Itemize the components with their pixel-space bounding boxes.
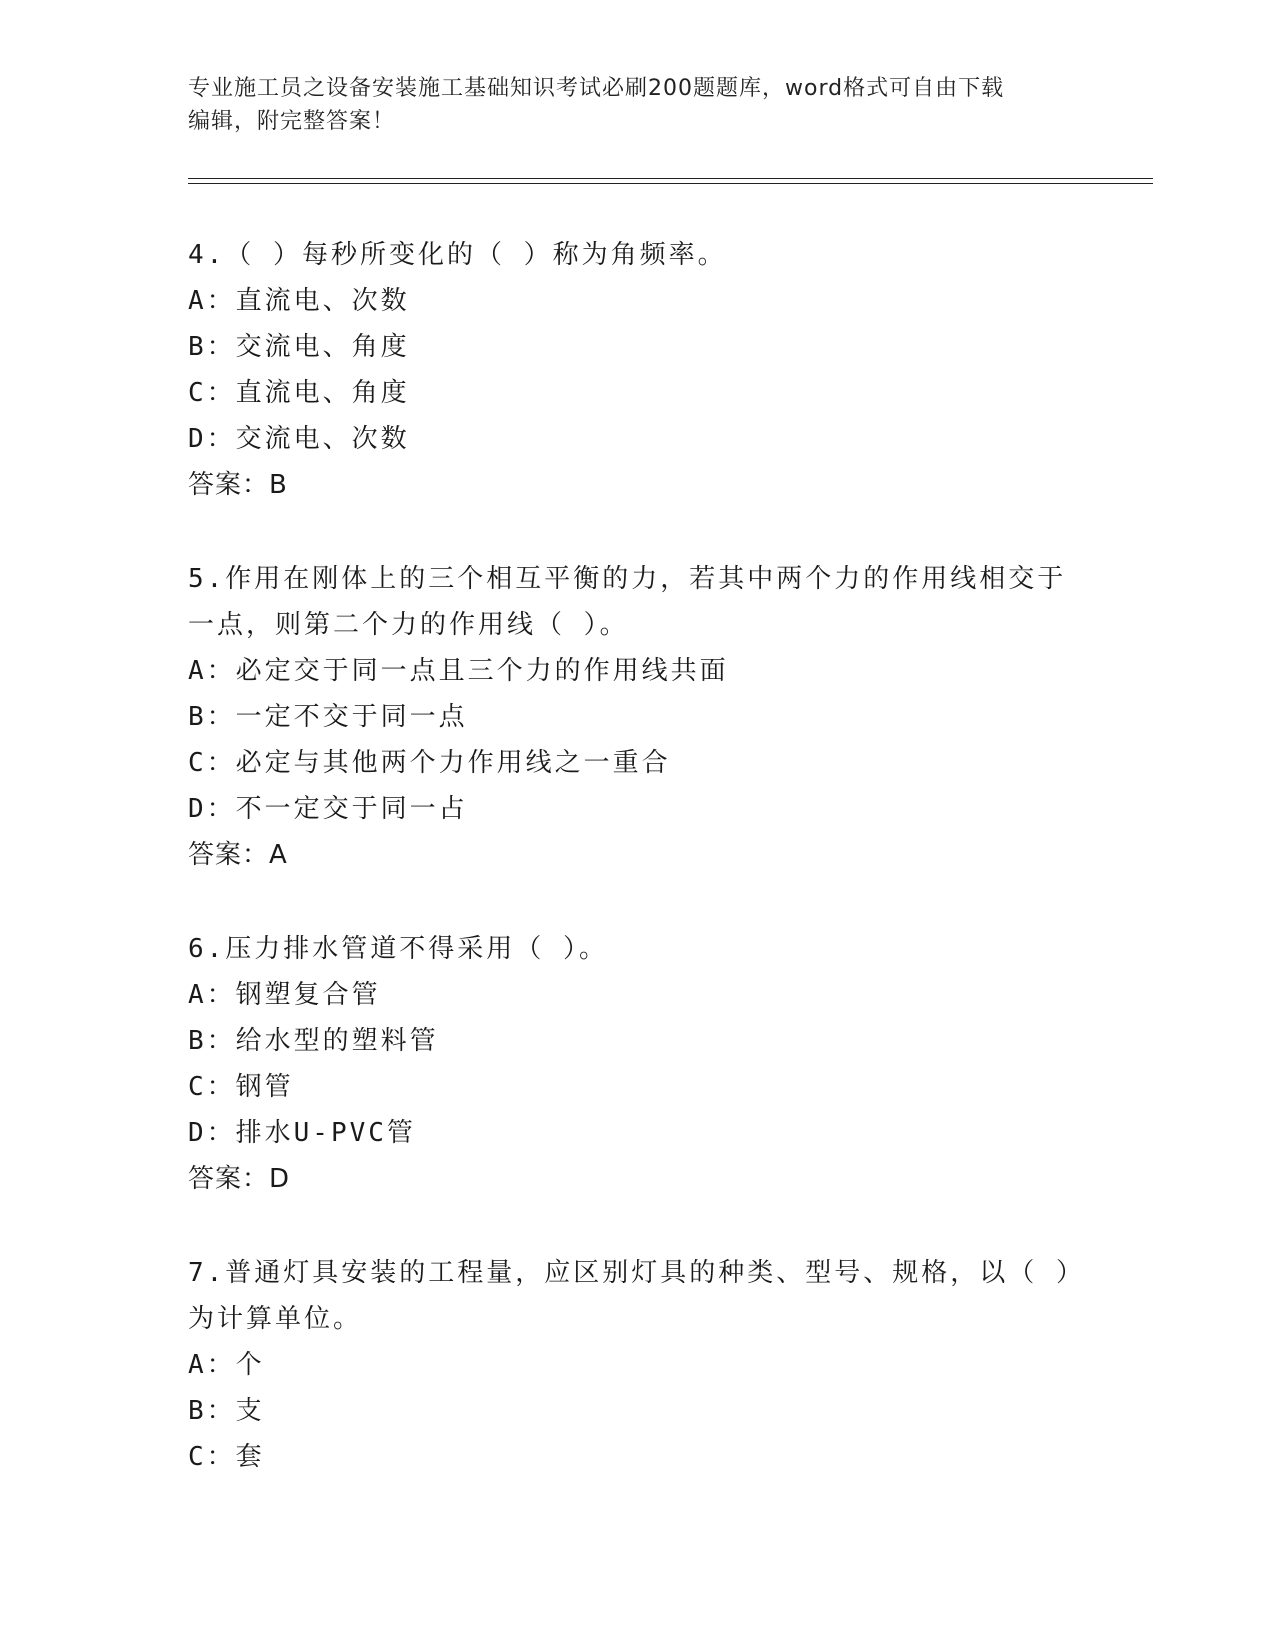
question-stem: 6.压力排水管道不得采用（ ）。 (188, 934, 608, 964)
question-stem: 4.（ ）每秒所变化的（ ）称为角频率。 (188, 240, 727, 270)
question-6 (188, 926, 1088, 1202)
option-d: D：交流电、次数 (188, 424, 410, 454)
document-header (188, 72, 1068, 138)
question-stem: 7.普通灯具安装的工程量，应区别灯具的种类、型号、规格，以（ ） (188, 1258, 1085, 1288)
option-a: A：个 (188, 1350, 265, 1380)
header-rule-bottom (188, 183, 1153, 184)
answer-line: 答案：A (188, 840, 288, 870)
option-b: B：支 (188, 1396, 265, 1426)
option-c: C：钢管 (188, 1072, 294, 1102)
header-rule-top (188, 178, 1153, 179)
option-d: D：不一定交于同一占 (188, 794, 468, 824)
question-7 (188, 1250, 1088, 1480)
answer-line: 答案：D (188, 1164, 291, 1194)
question-stem: 5.作用在刚体上的三个相互平衡的力，若其中两个力的作用线相交于 (188, 564, 1067, 594)
option-c: C：套 (188, 1442, 265, 1472)
option-d: D：排水U-PVC管 (188, 1118, 416, 1148)
option-b: B：给水型的塑料管 (188, 1026, 439, 1056)
option-c: C：直流电、角度 (188, 378, 410, 408)
question-stem-continued: 一点，则第二个力的作用线（ ）。 (188, 610, 629, 640)
option-a: A：直流电、次数 (188, 286, 410, 316)
option-c: C：必定与其他两个力作用线之一重合 (188, 748, 671, 778)
option-b: B：一定不交于同一点 (188, 702, 468, 732)
answer-line: 答案：B (188, 470, 288, 500)
question-list (188, 232, 1088, 1528)
question-4 (188, 232, 1088, 508)
question-stem-continued: 为计算单位。 (188, 1304, 363, 1334)
question-5 (188, 556, 1088, 878)
option-b: B：交流电、角度 (188, 332, 410, 362)
option-a: A：必定交于同一点且三个力的作用线共面 (188, 656, 729, 686)
header-line-2: 编辑，附完整答案！ (188, 109, 396, 134)
header-line-1: 专业施工员之设备安装施工基础知识考试必刷200题题库，word格式可自由下载 (188, 76, 1005, 101)
option-a: A：钢塑复合管 (188, 980, 381, 1010)
